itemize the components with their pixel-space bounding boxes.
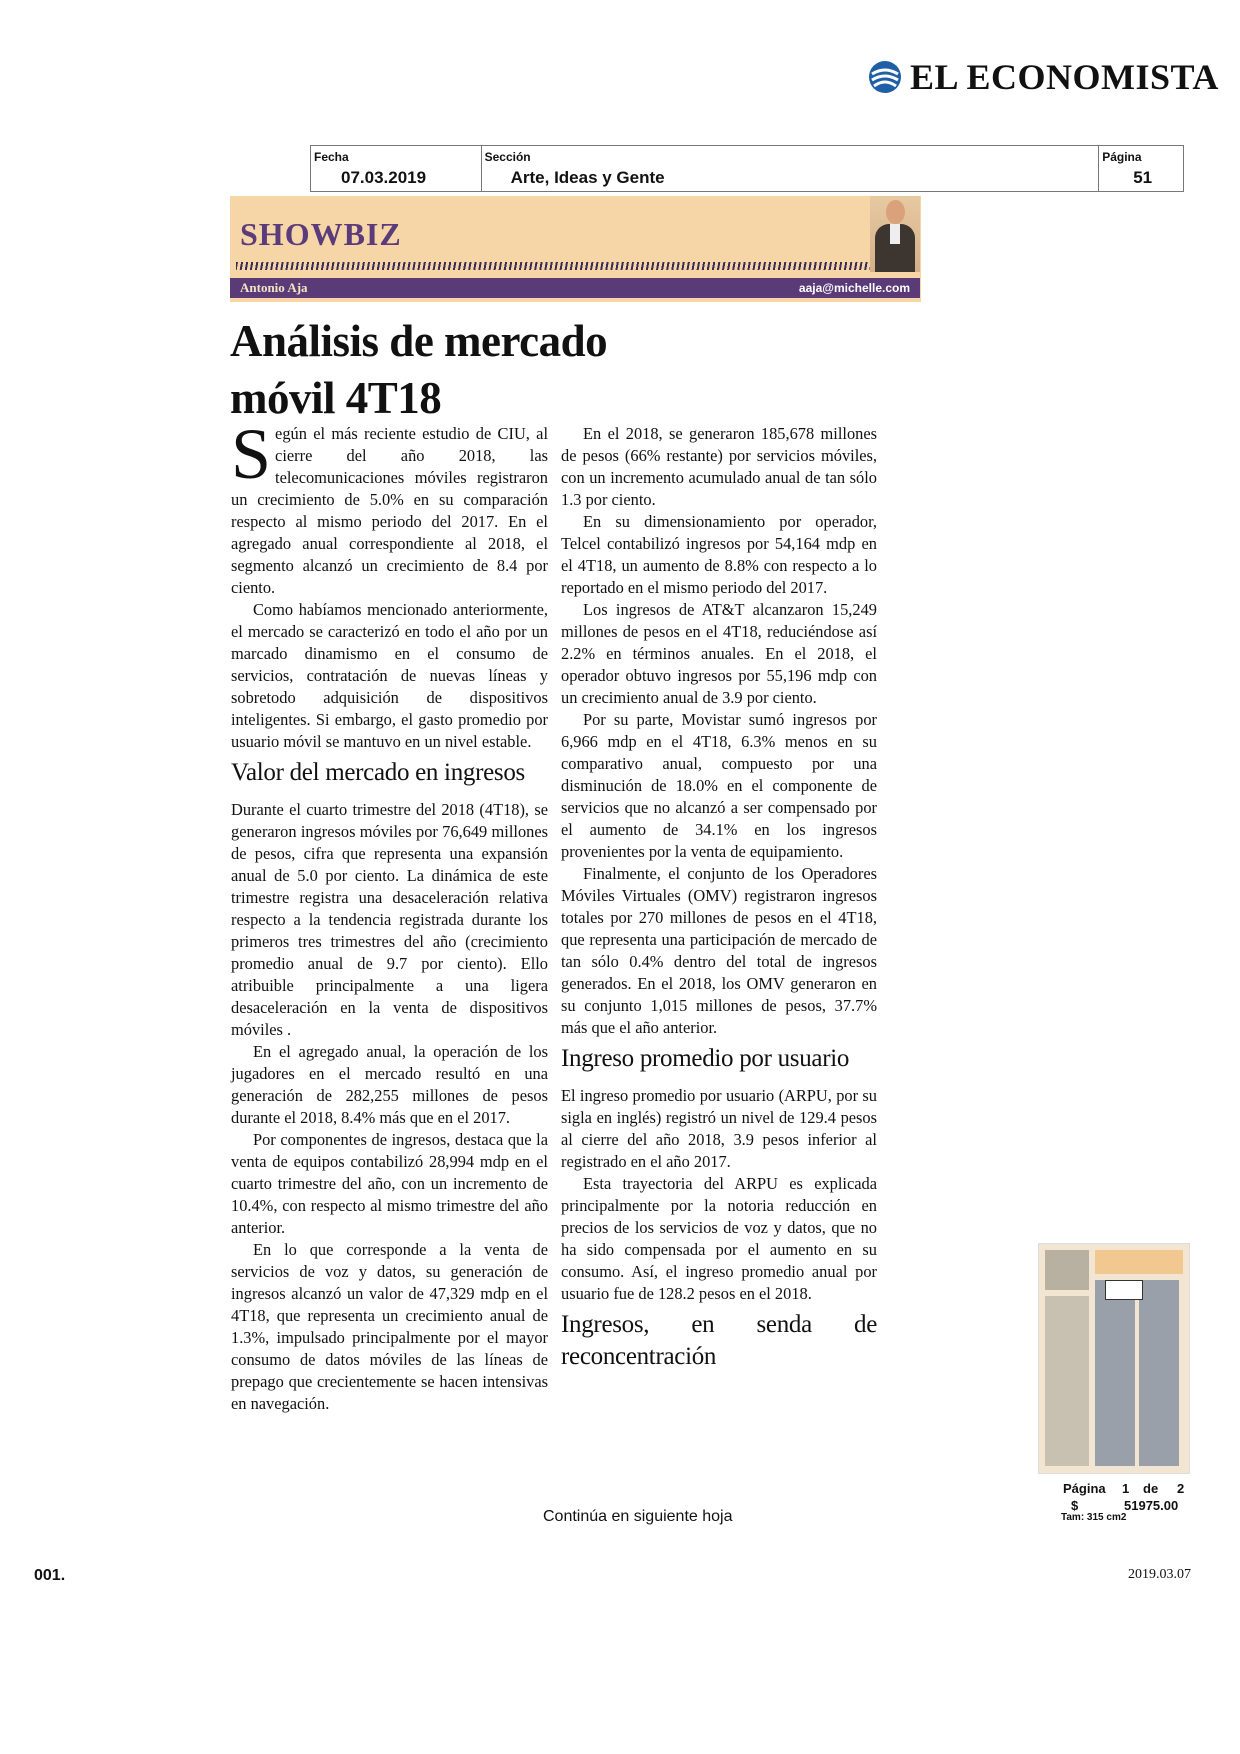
footer-left: 001.: [34, 1567, 66, 1584]
paragraph: Los ingresos de AT&T alcanzaron 15,249 millones de pesos en el 4T18, reduciéndose así 2.2% en términos anuales. En el 2018, el operador obtuvo ingresos por 55,196 mdp con un crecimiento anual de 3.9 por ciento.: [561, 600, 877, 707]
logo-text: EL ECONOMISTA: [910, 57, 1219, 97]
ad-value: 51975.00: [1124, 1498, 1179, 1513]
author-name: Antonio Aja: [240, 280, 308, 295]
thumb-highlight: [1105, 1280, 1143, 1300]
paragraph: Según el más reciente estudio de CIU, al cierre del año 2018, las telecomunicaciones móviles registraron un crecimiento de 5.0% en su comparación respecto al mismo periodo del 2017. En el agregado anual correspondiente al 2018, el segmento alcanzó un crecimiento de 8.4 por ciento.: [231, 414, 548, 597]
continues-note: Continúa en siguiente hoja: [543, 1508, 733, 1525]
footer-date: 2019.03.07: [1128, 1567, 1191, 1582]
paragraph: Finalmente, el conjunto de los Operadores Móviles Virtuales (OMV) registraron ingresos totales por 270 millones de pesos en el 4T18, que representa una participación de mercado de tan sólo 0.4% dentro del total de ingresos generados. En el 2018, los OMV generaron en su conjunto 1,015 millones de pesos, 37.7% más que el año anterior.: [561, 864, 877, 1037]
thumb-banner: [1095, 1250, 1183, 1274]
paragraph: En su dimensionamiento por operador, Telcel contabilizó ingresos por 54,164 mdp en el 4T18, un aumento de 8.8% con respecto a lo reportado en el mismo periodo del 2017.: [561, 512, 877, 597]
seccion-label: Sección: [484, 150, 531, 164]
pagina-label: Página: [1102, 150, 1142, 164]
paragraph: Por su parte, Movistar sumó ingresos por 6,966 mdp en el 4T18, 6.3% menos en su comparativo anual, compuesto por una disminución de 18.0% en el componente de servicios que no alcanzó a ser compensado por el aumento de 34.1% en los ingresos provenientes por la venta de equipamiento.: [561, 710, 877, 861]
article-column-2: [561, 423, 877, 1383]
size-info: Tam: 315 cm2: [1061, 1512, 1127, 1523]
fecha-value: 07.03.2019: [341, 168, 427, 187]
currency-symbol: $: [1071, 1498, 1079, 1513]
showbiz-banner: [230, 196, 921, 302]
metadata-table: [310, 145, 1184, 192]
page-thumbnail[interactable]: [1038, 1243, 1190, 1474]
of-label: de: [1143, 1481, 1159, 1496]
page-total: 2: [1177, 1481, 1185, 1496]
drop-cap: S: [231, 414, 272, 494]
subheading: Valor del mercado en ingresos: [231, 759, 525, 786]
author-bar: [230, 278, 920, 298]
author-email: aaja@michelle.com: [798, 281, 910, 295]
headline-line-1: Análisis de mercado: [230, 316, 608, 366]
seccion-value: Arte, Ideas y Gente: [510, 168, 665, 187]
page-label: Página: [1063, 1481, 1106, 1496]
subheading: Ingreso promedio por usuario: [561, 1045, 850, 1072]
paragraph: El ingreso promedio por usuario (ARPU, por su sigla en inglés) registró un nivel de 129.4 pesos al cierre del año 2018, 3.9 pesos inferior al registrado en el año 2017.: [561, 1086, 877, 1171]
paragraph: En lo que corresponde a la venta de servicios de voz y datos, su generación de ingresos alcanzó un valor de 47,329 mdp en el 4T18, que representa un crecimiento anual de 1.3%, impulsado principalmente por el mayor consumo de datos móviles de las líneas de prepago que crecientemente se hacen intensivas en navegación.: [231, 1240, 548, 1413]
thumb-column: [1139, 1280, 1179, 1466]
thumb-photo: [1045, 1250, 1089, 1290]
thumb-text-block: [1045, 1296, 1089, 1466]
hatch-divider: [236, 262, 876, 270]
column-title: SHOWBIZ: [240, 216, 402, 252]
fecha-cell: [311, 146, 482, 191]
seccion-cell: [482, 146, 1100, 191]
fecha-label: Fecha: [314, 150, 349, 164]
paragraph: Esta trayectoria del ARPU es explicada principalmente por la notoria reducción en precios de los servicios de voz y datos, que no ha sido compensada por el aumento en su consumo. Así, el ingreso promedio anual por usuario fue de 128.2 pesos en el 2018.: [561, 1174, 877, 1303]
paragraph: Como habíamos mencionado anteriormente, el mercado se caracterizó en todo el año por un marcado dinamismo en el consumo de servicios, contratación de nuevas líneas y sobretodo adquisición de dispositivos inteligentes. Si embargo, el gasto promedio por usuario móvil se mantuvo en un nivel estable.: [231, 600, 548, 751]
globe-icon: [868, 60, 902, 94]
paragraph: Durante el cuarto trimestre del 2018 (4T18), se generaron ingresos móviles por 76,649 millones de pesos, cifra que representa una expansión anual de 5.0 por ciento. La dinámica de este trimestre registra una desaceleración relativa respecto a la tendencia registrada durante los primeros tres trimestres del año (crecimiento promedio anual de 9.7 por ciento). Ello atribuible principalmente a una ligera desaceleración en la venta de dispositivos móviles .: [231, 800, 548, 1039]
subheading: Ingresos, en senda de reconcentración: [561, 1311, 877, 1370]
author-photo: [870, 196, 920, 272]
paragraph: En el 2018, se generaron 185,678 millones de pesos (66% restante) por servicios móviles, con un incremento acumulado anual de tan sólo 1.3 por ciento.: [561, 424, 877, 509]
pagina-value: 51: [1133, 168, 1153, 187]
paragraph: Por componentes de ingresos, destaca que la venta de equipos contabilizó 28,994 mdp en el cuarto trimestre del año, con un incremento de 10.4%, con respecto al mismo trimestre del año anterior.: [231, 1130, 548, 1237]
page-number: 1: [1122, 1481, 1130, 1496]
pagina-cell: [1099, 146, 1183, 191]
article-column-1: [231, 414, 548, 1415]
article-headline: [230, 313, 790, 427]
headline-line-2: móvil 4T18: [230, 373, 442, 423]
thumb-column: [1095, 1280, 1135, 1466]
el-economista-logo: [868, 56, 1219, 98]
paragraph: En el agregado anual, la operación de los jugadores en el mercado resultó en una generación de 282,255 millones de pesos durante el 2018, 8.4% más que en el 2017.: [231, 1042, 548, 1127]
